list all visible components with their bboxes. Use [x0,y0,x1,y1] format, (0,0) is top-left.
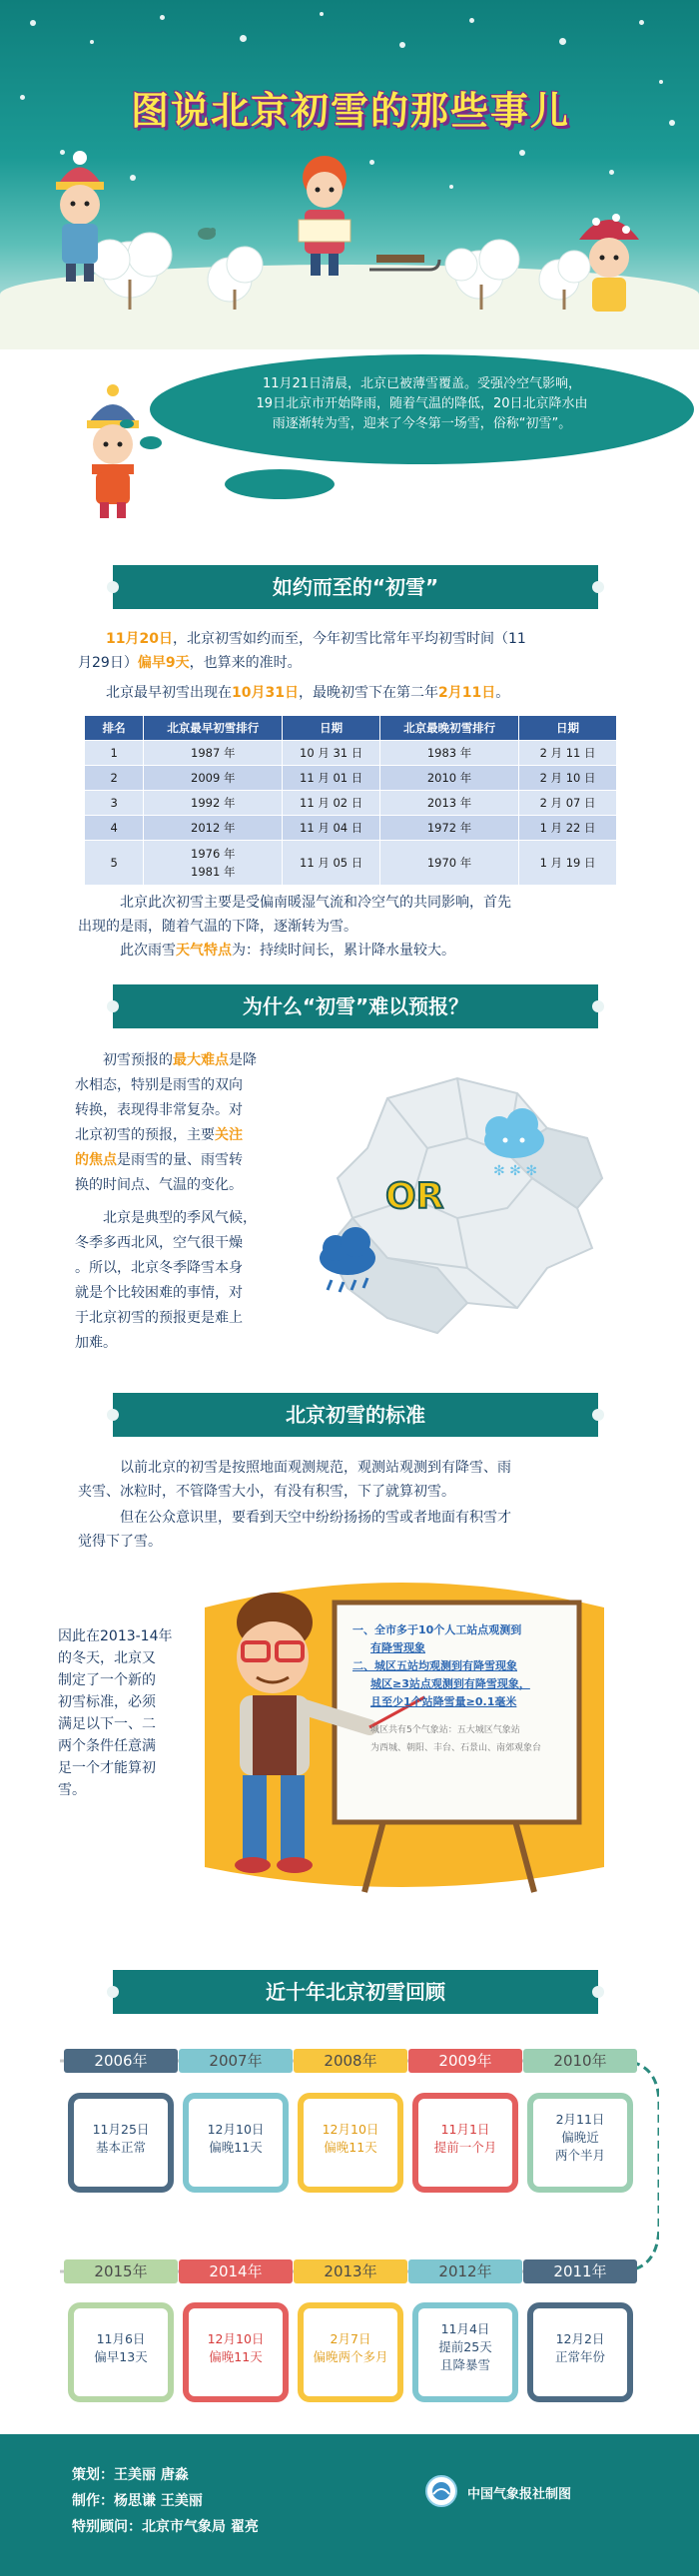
bird-illustration [195,225,219,241]
board-line: 一、全市多于10个人工站点观测到 [352,1623,522,1636]
section1-paragraph-3 [78,891,637,939]
table-header-cell: 日期 [283,716,380,741]
section3-paragraph-1 [78,1456,637,1504]
board-line: 为西城、朝阳、丰台、石景山、南郊观象台 [370,1743,542,1753]
timeline-year-label: 2012年 [408,2259,522,2283]
text-run: 以前北京的初雪是按照地面观测规范，观测站观测到有降雪、雨 [120,1460,511,1476]
text-run: ，北京初雪如约而至，今年初雪比常年平均初雪时间（11 [172,631,526,647]
bubble-dot [140,436,162,449]
timeline-year-label: 2013年 [294,2259,407,2283]
footer [0,2434,699,2576]
text-run: 是降 [229,1052,257,1068]
table-header-cell: 北京最晚初雪排行 [380,716,519,741]
highlight-date: 11月20日 [106,631,173,647]
section-heading-first-snow: 如约而至的“初雪” [113,565,598,609]
table-cell: 1972 年 [380,816,519,841]
board-text [352,1621,572,1757]
intro-speech-bubble [150,354,694,464]
timeline-card-line: 12月2日 [555,2331,605,2346]
snow-cloud-icon [484,1108,544,1179]
table-cell: 1 [85,741,144,766]
text-line: 冬季多西北风，空气很干燥 [75,1235,243,1251]
text-run: 觉得下了雪。 [78,1534,162,1550]
timeline-card-line: 偏晚近 [561,2130,599,2145]
table-cell: 2010 年 [380,766,519,791]
teacher-board-illustration [185,1568,614,1897]
timeline-card-line: 偏早13天 [94,2349,148,2364]
cma-logo-icon [424,2474,458,2508]
sled-illustration [364,240,444,280]
table-cell: 2012 年 [144,816,283,841]
text-line: 因此在2013-14年 [58,1628,173,1644]
highlight-focus-2: 的焦点 [75,1152,117,1168]
timeline-card [412,2302,518,2402]
section3-side-text [58,1625,198,1801]
timeline-card [183,2302,289,2402]
section-heading-why-hard: 为什么“初雪”难以预报？ [113,984,598,1028]
board-line: 城区≥3站点观测到有降雪现象， [370,1677,530,1690]
table-row [85,791,617,816]
timeline-card [412,2093,518,2193]
timeline-card-line: 12月10日 [207,2122,265,2137]
table-cell: 2013 年 [380,791,519,816]
section3-paragraph-2 [78,1506,637,1554]
timeline-card [68,2093,174,2193]
text-line: 转换，表现得非常复杂。对 [75,1102,243,1118]
board-line: 二、城区五站均观测到有降雪现象 [352,1659,517,1672]
timeline-card-line: 偏晚两个多月 [313,2349,388,2364]
timeline-year-label: 2006年 [64,2049,178,2073]
text-run: 北京初雪的预报，主要 [75,1127,215,1143]
timeline-year-label: 2008年 [294,2049,407,2073]
timeline-card [68,2302,174,2402]
timeline-year-label: 2007年 [179,2049,293,2073]
timeline-year-label: 2011年 [523,2259,637,2283]
timeline-card-line: 且降暴雪 [439,2357,490,2372]
text-run: 为：持续时间长，累计降水量较大。 [232,943,455,959]
timeline-card [183,2093,289,2193]
text-line: 两个条件任意满 [58,1738,156,1754]
kid-with-knit-hat-illustration [40,150,120,290]
timeline-year-label: 2010年 [523,2049,637,2073]
text-run: ，最晚初雪下在第二年 [298,685,438,701]
credit-planning: 策划：王美丽 唐淼 [72,2467,189,2483]
timeline-card-line: 正常年份 [554,2349,605,2364]
timeline-card-line: 偏晚11天 [324,2140,377,2155]
table-cell: 5 [85,841,144,886]
table-cell: 1970 年 [380,841,519,886]
timeline-card-line: 11月1日 [440,2122,490,2137]
beijing-map-illustration [318,1058,607,1338]
text-line: 足一个才能算初 [58,1760,156,1776]
board-line: 且至少1个站降雪量≥0.1毫米 [370,1695,517,1708]
table-cell: 4 [85,816,144,841]
or-label: OR [385,1176,444,1217]
table-cell: 1987 年 [144,741,283,766]
table-cell: 3 [85,791,144,816]
text-line: 的冬天，北京又 [58,1650,156,1666]
timeline-card [298,2302,403,2402]
highlight-earliest-date: 10月31日 [232,685,299,701]
kid-with-scarf-illustration [78,384,148,524]
text-run: 夹雪、冰粒时，不管降雪大小，有没有积雪，下了就算初雪。 [78,1484,455,1500]
kid-in-red-hat-illustration [564,200,654,320]
table-cell: 2009 年 [144,766,283,791]
text-line: 制定了一个新的 [58,1672,156,1688]
board-line: 有降雪现象 [370,1641,425,1654]
timeline-year-label: 2014年 [179,2259,293,2283]
page-title-box [86,80,615,142]
table-cell: 1976 年 1981 年 [144,841,283,886]
timeline-year-label: 2015年 [64,2259,178,2283]
text-run: 出现的是雨，随着气温的下降，逐渐转为雪。 [78,919,357,935]
text-run: 是雨雪的量、雨雪转 [117,1152,243,1168]
text-run: 但在公众意识里，要看到天空中纷纷扬扬的雪或者地面有积雪才 [120,1510,511,1526]
timeline-card-line: 12月10日 [207,2331,265,2346]
text-line [75,1048,315,1073]
timeline-card-line: 11月25日 [92,2122,150,2137]
timeline-card-line: 偏晚11天 [209,2349,263,2364]
text-line: 满足以下一、二 [58,1716,156,1732]
highlight-main-difficulty: 最大难点 [173,1052,229,1068]
table-row [85,816,617,841]
timeline-card-line: 12月10日 [322,2122,379,2137]
bubble-tail [225,469,335,499]
table-cell: 11 月 02 日 [283,791,380,816]
table-cell: 1992 年 [144,791,283,816]
highlight-latest-date: 2月11日 [437,685,496,701]
text-line: 初雪标准，必须 [58,1694,156,1710]
table-row [85,841,617,886]
timeline-card-line: 基本正常 [95,2140,146,2155]
table-header-cell: 排名 [85,716,144,741]
table-header-row [85,716,617,741]
table-row [85,766,617,791]
text-run: 月29日） [78,655,138,671]
board-line: 城区共有5个气象站：五大城区气象站 [370,1725,520,1735]
text-run: ，也算来的准时。 [189,655,302,671]
section1-paragraph-4 [78,939,637,963]
text-line: 水相态，特别是雨雪的双向 [75,1077,243,1093]
publisher-name: 中国气象报社制图 [467,2487,572,2502]
header-banner [0,0,699,349]
bubble-dot [120,419,134,428]
table-cell: 2 [85,766,144,791]
credit-production: 制作：杨思谦 王美丽 [72,2493,203,2509]
first-snow-ranking-table [84,715,617,886]
table-cell: 11 月 04 日 [283,816,380,841]
table-header-cell: 日期 [519,716,617,741]
intro-line: 19日北京市开始降雨，随着气温的降低，20日北京降水由 [256,396,588,411]
svg-text:✻ ✻ ✻: ✻ ✻ ✻ [493,1163,538,1179]
timeline-card-line: 2月7日 [330,2331,371,2346]
highlight-days-early: 偏早9天 [137,655,190,671]
section1-paragraph-2 [78,681,637,705]
page-title: 图说北京初雪的那些事儿 [130,89,570,133]
table-cell: 1983 年 [380,741,519,766]
table-cell: 2 月 10 日 [519,766,617,791]
table-header-cell: 北京最早初雪排行 [144,716,283,741]
section-heading-standard: 北京初雪的标准 [113,1393,598,1437]
table-row [85,741,617,766]
text-line: 。所以，北京冬季降雪本身 [75,1260,243,1276]
timeline-card-line: 2月11日 [555,2112,605,2127]
text-run: 北京此次初雪主要是受偏南暖湿气流和冷空气的共同影响，首先 [120,895,511,911]
timeline-card-line: 提前25天 [438,2339,492,2354]
text-line [75,1123,315,1148]
timeline-card-line: 提前一个月 [433,2140,497,2155]
intro-line: 雨逐渐转为雪，迎来了今冬第一场雪，俗称“初雪”。 [272,416,572,431]
table-cell: 1 月 19 日 [519,841,617,886]
kid-reading-illustration [285,150,364,300]
section-heading-ten-years: 近十年北京初雪回顾 [113,1970,598,2014]
timeline-year-label: 2009年 [408,2049,522,2073]
text-line: 于北京初雪的预报更是难上 [75,1310,243,1326]
credit-advisor: 特别顾问：北京市气象局 翟亮 [72,2519,259,2535]
text-line: 就是个比较困难的事情，对 [75,1285,243,1301]
table-cell: 11 月 05 日 [283,841,380,886]
section2-paragraph-1 [75,1048,315,1198]
timeline-card [527,2093,633,2193]
timeline-card-line: 偏晚11天 [209,2140,263,2155]
timeline-card [527,2302,633,2402]
table-cell: 11 月 01 日 [283,766,380,791]
text-line: 雪。 [58,1782,86,1798]
text-line: 换的时间点、气温的变化。 [75,1177,243,1193]
highlight-focus: 关注 [215,1127,243,1143]
text-run: 初雪预报的 [103,1052,173,1068]
text-run: 。 [495,685,510,701]
text-line: 北京是典型的季风气候， [103,1210,257,1226]
timeline-card-line: 11月6日 [96,2331,146,2346]
section1-paragraph-1 [78,627,637,675]
timeline-card-line: 两个半月 [554,2148,605,2163]
table-cell: 2 月 07 日 [519,791,617,816]
text-line [75,1148,315,1173]
intro-line: 11月21日清晨，北京已被薄雪覆盖。受强冷空气影响， [262,376,582,391]
table-cell: 2 月 11 日 [519,741,617,766]
timeline-card [298,2093,403,2193]
text-run: 北京最早初雪出现在 [106,685,232,701]
table-cell: 10 月 31 日 [283,741,380,766]
text-run: 此次雨雪 [120,943,176,959]
highlight-weather-feature: 天气特点 [176,943,232,959]
timeline-card-line: 11月4日 [440,2321,490,2336]
text-line: 加难。 [75,1335,117,1351]
table-cell: 1 月 22 日 [519,816,617,841]
section2-paragraph-2 [75,1206,315,1356]
